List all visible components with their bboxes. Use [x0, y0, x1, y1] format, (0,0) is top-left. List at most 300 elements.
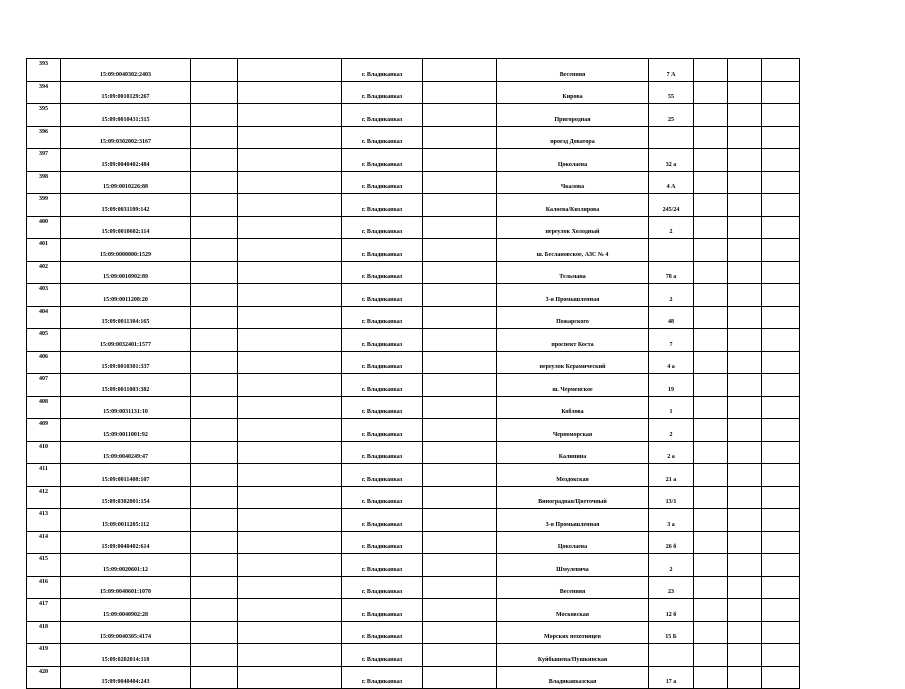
street-cell: переулок Керамический — [497, 351, 649, 374]
empty-cell — [728, 486, 762, 509]
empty-cell — [728, 396, 762, 419]
empty-cell — [423, 81, 497, 104]
table-row — [27, 284, 800, 307]
empty-cell — [238, 464, 342, 487]
empty-cell — [238, 509, 342, 532]
empty-cell — [762, 374, 800, 397]
street-cell: проспект Коста — [497, 329, 649, 352]
empty-cell — [238, 531, 342, 554]
street-cell: Коблова — [497, 396, 649, 419]
cadastral-number-cell: 15:09:0011205:112 — [61, 509, 191, 532]
empty-cell — [423, 351, 497, 374]
empty-cell — [238, 284, 342, 307]
row-number-cell: 396 — [27, 126, 61, 149]
house-number-cell: 2 — [649, 284, 694, 307]
empty-cell — [694, 194, 728, 217]
empty-cell — [423, 216, 497, 239]
cadastral-number-cell: 15:09:0302001:154 — [61, 486, 191, 509]
empty-cell — [423, 419, 497, 442]
city-cell: г. Владикавказ — [342, 374, 423, 397]
empty-cell — [762, 441, 800, 464]
cadastral-number-cell: 15:09:0040902:28 — [61, 599, 191, 622]
table-row — [27, 329, 800, 352]
empty-cell — [238, 644, 342, 667]
empty-cell — [728, 464, 762, 487]
house-number-cell: 78 а — [649, 261, 694, 284]
street-cell: Черноморская — [497, 419, 649, 442]
city-cell: г. Владикавказ — [342, 194, 423, 217]
row-number-cell: 415 — [27, 554, 61, 577]
table-row — [27, 261, 800, 284]
city-cell: г. Владикавказ — [342, 329, 423, 352]
empty-cell — [191, 104, 238, 127]
empty-cell — [191, 284, 238, 307]
house-number-cell: 17 а — [649, 666, 694, 689]
empty-cell — [238, 419, 342, 442]
empty-cell — [694, 419, 728, 442]
empty-cell — [694, 81, 728, 104]
empty-cell — [728, 261, 762, 284]
table-row — [27, 216, 800, 239]
empty-cell — [762, 239, 800, 262]
empty-cell — [191, 216, 238, 239]
table-row — [27, 441, 800, 464]
empty-cell — [762, 351, 800, 374]
house-number-cell: 15 Б — [649, 621, 694, 644]
table-row — [27, 81, 800, 104]
empty-cell — [694, 104, 728, 127]
city-cell: г. Владикавказ — [342, 441, 423, 464]
empty-cell — [423, 306, 497, 329]
empty-cell — [694, 374, 728, 397]
row-number-cell: 414 — [27, 531, 61, 554]
empty-cell — [694, 621, 728, 644]
empty-cell — [191, 464, 238, 487]
city-cell: г. Владикавказ — [342, 509, 423, 532]
house-number-cell: 1 — [649, 396, 694, 419]
cadastral-number-cell: 15:09:0010226:88 — [61, 171, 191, 194]
empty-cell — [728, 509, 762, 532]
empty-cell — [694, 396, 728, 419]
empty-cell — [728, 374, 762, 397]
empty-cell — [694, 59, 728, 82]
city-cell: г. Владикавказ — [342, 666, 423, 689]
table-row — [27, 351, 800, 374]
empty-cell — [762, 81, 800, 104]
row-number-cell: 418 — [27, 621, 61, 644]
row-number-cell: 400 — [27, 216, 61, 239]
table-row — [27, 396, 800, 419]
empty-cell — [728, 126, 762, 149]
street-cell: Моздокская — [497, 464, 649, 487]
city-cell: г. Владикавказ — [342, 306, 423, 329]
cadastral-number-cell: 15:09:0031109:142 — [61, 194, 191, 217]
empty-cell — [238, 261, 342, 284]
empty-cell — [694, 171, 728, 194]
house-number-cell: 7 — [649, 329, 694, 352]
street-cell: 3-я Промышленная — [497, 509, 649, 532]
empty-cell — [694, 284, 728, 307]
cadastral-number-cell: 15:09:0010129:267 — [61, 81, 191, 104]
house-number-cell: 2 — [649, 216, 694, 239]
house-number-cell — [649, 126, 694, 149]
table-row — [27, 59, 800, 82]
cadastral-number-cell: 15:09:0040305:4174 — [61, 621, 191, 644]
empty-cell — [694, 576, 728, 599]
city-cell: г. Владикавказ — [342, 284, 423, 307]
registry-sheet — [26, 58, 800, 689]
empty-cell — [694, 351, 728, 374]
empty-cell — [694, 554, 728, 577]
empty-cell — [191, 599, 238, 622]
city-cell: г. Владикавказ — [342, 59, 423, 82]
city-cell: г. Владикавказ — [342, 396, 423, 419]
house-number-cell: 7 А — [649, 59, 694, 82]
empty-cell — [423, 396, 497, 419]
empty-cell — [762, 419, 800, 442]
empty-cell — [238, 441, 342, 464]
empty-cell — [191, 59, 238, 82]
empty-cell — [762, 509, 800, 532]
street-cell: Весенняя — [497, 59, 649, 82]
house-number-cell: 3 а — [649, 509, 694, 532]
street-cell: ш. Черменское — [497, 374, 649, 397]
empty-cell — [238, 599, 342, 622]
empty-cell — [238, 239, 342, 262]
empty-cell — [423, 261, 497, 284]
city-cell: г. Владикавказ — [342, 104, 423, 127]
empty-cell — [191, 621, 238, 644]
house-number-cell — [649, 239, 694, 262]
empty-cell — [191, 374, 238, 397]
city-cell: г. Владикавказ — [342, 126, 423, 149]
street-cell: Цоколаева — [497, 149, 649, 172]
empty-cell — [423, 104, 497, 127]
city-cell: г. Владикавказ — [342, 216, 423, 239]
empty-cell — [728, 576, 762, 599]
city-cell: г. Владикавказ — [342, 239, 423, 262]
street-cell: Московская — [497, 599, 649, 622]
empty-cell — [728, 644, 762, 667]
table-body — [27, 59, 800, 689]
house-number-cell: 2 — [649, 419, 694, 442]
cadastral-number-cell: 15:09:0040601:1070 — [61, 576, 191, 599]
house-number-cell: 4 А — [649, 171, 694, 194]
empty-cell — [238, 351, 342, 374]
row-number-cell: 407 — [27, 374, 61, 397]
empty-cell — [238, 666, 342, 689]
empty-cell — [423, 464, 497, 487]
street-cell: Куйбышева/Пушкинская — [497, 644, 649, 667]
empty-cell — [238, 59, 342, 82]
row-number-cell: 401 — [27, 239, 61, 262]
empty-cell — [238, 576, 342, 599]
cadastral-number-cell: 15:09:0000000:1529 — [61, 239, 191, 262]
empty-cell — [694, 486, 728, 509]
empty-cell — [762, 486, 800, 509]
empty-cell — [238, 216, 342, 239]
empty-cell — [191, 644, 238, 667]
table-row — [27, 599, 800, 622]
empty-cell — [238, 171, 342, 194]
empty-cell — [728, 81, 762, 104]
empty-cell — [728, 194, 762, 217]
row-number-cell: 393 — [27, 59, 61, 82]
empty-cell — [728, 216, 762, 239]
city-cell: г. Владикавказ — [342, 531, 423, 554]
empty-cell — [762, 464, 800, 487]
table-row — [27, 644, 800, 667]
empty-cell — [423, 171, 497, 194]
table-row — [27, 374, 800, 397]
empty-cell — [191, 441, 238, 464]
city-cell: г. Владикавказ — [342, 81, 423, 104]
table-row — [27, 194, 800, 217]
cadastral-number-cell: 15:09:0011208:20 — [61, 284, 191, 307]
cadastral-number-cell: 15:09:0040402:484 — [61, 149, 191, 172]
empty-cell — [728, 531, 762, 554]
empty-cell — [423, 576, 497, 599]
cadastral-number-cell: 15:09:0031131:10 — [61, 396, 191, 419]
empty-cell — [694, 149, 728, 172]
empty-cell — [423, 644, 497, 667]
empty-cell — [423, 329, 497, 352]
empty-cell — [238, 486, 342, 509]
row-number-cell: 394 — [27, 81, 61, 104]
empty-cell — [238, 126, 342, 149]
row-number-cell: 420 — [27, 666, 61, 689]
cadastral-number-cell: 15:09:0202014:118 — [61, 644, 191, 667]
row-number-cell: 406 — [27, 351, 61, 374]
empty-cell — [762, 261, 800, 284]
empty-cell — [423, 239, 497, 262]
empty-cell — [238, 396, 342, 419]
empty-cell — [423, 531, 497, 554]
table-row — [27, 126, 800, 149]
empty-cell — [762, 194, 800, 217]
street-cell: Чкалова — [497, 171, 649, 194]
empty-cell — [694, 261, 728, 284]
row-number-cell: 409 — [27, 419, 61, 442]
empty-cell — [191, 261, 238, 284]
row-number-cell: 397 — [27, 149, 61, 172]
street-cell: Калинина — [497, 441, 649, 464]
house-number-cell: 2 — [649, 554, 694, 577]
empty-cell — [728, 239, 762, 262]
row-number-cell: 408 — [27, 396, 61, 419]
empty-cell — [423, 194, 497, 217]
row-number-cell: 403 — [27, 284, 61, 307]
street-cell: Владикавказская — [497, 666, 649, 689]
empty-cell — [423, 621, 497, 644]
row-number-cell: 395 — [27, 104, 61, 127]
table-row — [27, 419, 800, 442]
empty-cell — [762, 329, 800, 352]
empty-cell — [762, 396, 800, 419]
cadastral-number-cell: 15:09:0011001:92 — [61, 419, 191, 442]
house-number-cell — [649, 644, 694, 667]
empty-cell — [694, 306, 728, 329]
empty-cell — [423, 59, 497, 82]
empty-cell — [191, 419, 238, 442]
empty-cell — [423, 284, 497, 307]
empty-cell — [238, 104, 342, 127]
table-row — [27, 576, 800, 599]
street-cell: Цоколаева — [497, 531, 649, 554]
city-cell: г. Владикавказ — [342, 599, 423, 622]
city-cell: г. Владикавказ — [342, 621, 423, 644]
empty-cell — [238, 81, 342, 104]
empty-cell — [762, 149, 800, 172]
empty-cell — [762, 644, 800, 667]
row-number-cell: 405 — [27, 329, 61, 352]
row-number-cell: 410 — [27, 441, 61, 464]
street-cell: Весенняя — [497, 576, 649, 599]
empty-cell — [191, 194, 238, 217]
empty-cell — [694, 464, 728, 487]
street-cell: Тельмана — [497, 261, 649, 284]
empty-cell — [423, 441, 497, 464]
empty-cell — [694, 599, 728, 622]
empty-cell — [728, 171, 762, 194]
empty-cell — [423, 509, 497, 532]
table-row — [27, 239, 800, 262]
house-number-cell: 12 б — [649, 599, 694, 622]
house-number-cell: 26 б — [649, 531, 694, 554]
city-cell: г. Владикавказ — [342, 464, 423, 487]
empty-cell — [238, 329, 342, 352]
house-number-cell: 4 а — [649, 351, 694, 374]
empty-cell — [423, 599, 497, 622]
street-cell: Кирова — [497, 81, 649, 104]
table-row — [27, 149, 800, 172]
empty-cell — [728, 621, 762, 644]
empty-cell — [762, 59, 800, 82]
empty-cell — [762, 576, 800, 599]
street-cell: 3-я Промышленная — [497, 284, 649, 307]
row-number-cell: 399 — [27, 194, 61, 217]
table-row — [27, 486, 800, 509]
city-cell: г. Владикавказ — [342, 419, 423, 442]
empty-cell — [728, 351, 762, 374]
house-number-cell: 23 — [649, 576, 694, 599]
table-row — [27, 306, 800, 329]
cadastral-number-cell: 15:09:0010431:315 — [61, 104, 191, 127]
street-cell: Пожарского — [497, 306, 649, 329]
house-number-cell: 32 а — [649, 149, 694, 172]
empty-cell — [191, 396, 238, 419]
empty-cell — [694, 239, 728, 262]
empty-cell — [728, 554, 762, 577]
row-number-cell: 402 — [27, 261, 61, 284]
empty-cell — [728, 419, 762, 442]
empty-cell — [728, 284, 762, 307]
table-row — [27, 464, 800, 487]
city-cell: г. Владикавказ — [342, 261, 423, 284]
street-cell: Пригородная — [497, 104, 649, 127]
empty-cell — [238, 621, 342, 644]
cadastral-number-cell: 15:09:0032401:1577 — [61, 329, 191, 352]
empty-cell — [191, 149, 238, 172]
street-cell: Морских пехотинцев — [497, 621, 649, 644]
empty-cell — [191, 531, 238, 554]
house-number-cell: 48 — [649, 306, 694, 329]
empty-cell — [694, 644, 728, 667]
cadastral-number-cell: 15:09:0010602:114 — [61, 216, 191, 239]
city-cell: г. Владикавказ — [342, 576, 423, 599]
cadastral-number-cell: 15:09:0302002:3167 — [61, 126, 191, 149]
empty-cell — [694, 329, 728, 352]
empty-cell — [728, 441, 762, 464]
cadastral-number-cell: 15:09:0040302:2403 — [61, 59, 191, 82]
empty-cell — [238, 194, 342, 217]
empty-cell — [728, 104, 762, 127]
empty-cell — [238, 306, 342, 329]
empty-cell — [423, 149, 497, 172]
table-row — [27, 621, 800, 644]
street-cell: ш. Беслановское, АЗС № 4 — [497, 239, 649, 262]
empty-cell — [191, 329, 238, 352]
table-row — [27, 104, 800, 127]
city-cell: г. Владикавказ — [342, 644, 423, 667]
cadastral-number-cell: 15:09:0020601:12 — [61, 554, 191, 577]
empty-cell — [694, 441, 728, 464]
empty-cell — [423, 126, 497, 149]
empty-cell — [762, 599, 800, 622]
house-number-cell: 13/1 — [649, 486, 694, 509]
empty-cell — [762, 666, 800, 689]
street-cell: Виноградная/Цветочный — [497, 486, 649, 509]
house-number-cell: 55 — [649, 81, 694, 104]
city-cell: г. Владикавказ — [342, 171, 423, 194]
city-cell: г. Владикавказ — [342, 351, 423, 374]
house-number-cell: 2 а — [649, 441, 694, 464]
empty-cell — [423, 666, 497, 689]
empty-cell — [191, 576, 238, 599]
empty-cell — [694, 666, 728, 689]
empty-cell — [762, 554, 800, 577]
row-number-cell: 411 — [27, 464, 61, 487]
row-number-cell: 417 — [27, 599, 61, 622]
street-cell: Калоева/Кизлярова — [497, 194, 649, 217]
empty-cell — [191, 666, 238, 689]
empty-cell — [423, 374, 497, 397]
empty-cell — [191, 486, 238, 509]
cadastral-number-cell: 15:09:0011003:382 — [61, 374, 191, 397]
row-number-cell: 398 — [27, 171, 61, 194]
empty-cell — [191, 554, 238, 577]
row-number-cell: 404 — [27, 306, 61, 329]
city-cell: г. Владикавказ — [342, 486, 423, 509]
street-cell: Шмулевича — [497, 554, 649, 577]
row-number-cell: 412 — [27, 486, 61, 509]
table-row — [27, 666, 800, 689]
empty-cell — [762, 306, 800, 329]
empty-cell — [728, 329, 762, 352]
house-number-cell: 25 — [649, 104, 694, 127]
empty-cell — [694, 531, 728, 554]
cadastral-number-cell: 15:09:0040249:47 — [61, 441, 191, 464]
cadastral-number-cell: 15:09:0040404:243 — [61, 666, 191, 689]
empty-cell — [762, 104, 800, 127]
empty-cell — [728, 149, 762, 172]
empty-cell — [762, 531, 800, 554]
empty-cell — [728, 59, 762, 82]
empty-cell — [762, 284, 800, 307]
table-row — [27, 509, 800, 532]
city-cell: г. Владикавказ — [342, 149, 423, 172]
empty-cell — [191, 306, 238, 329]
